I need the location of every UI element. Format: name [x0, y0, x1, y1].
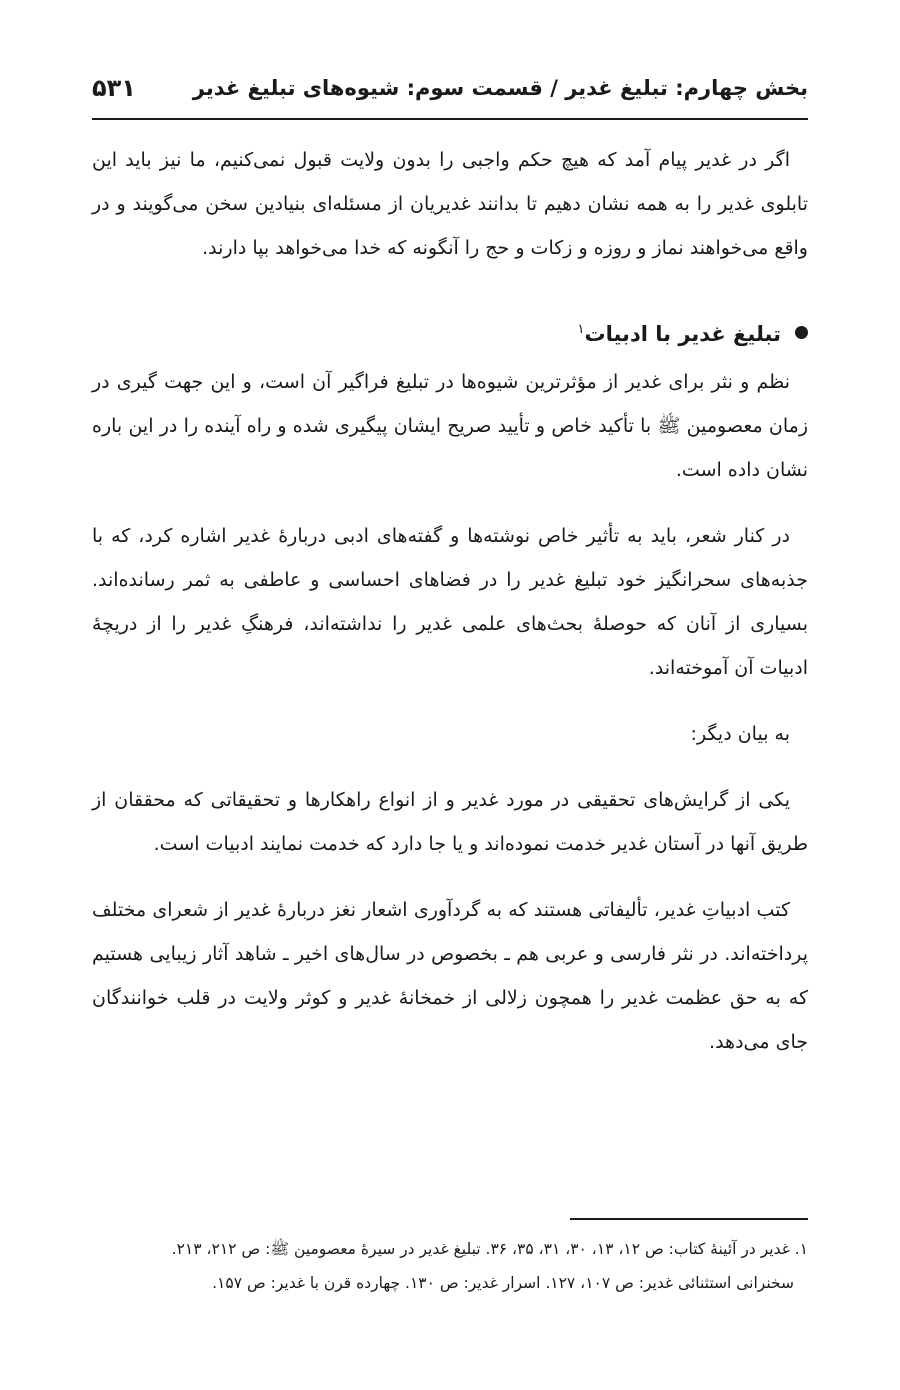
paragraph-6: کتب ادبیاتِ غدیر، تألیفاتی هستند که به گردآوری اشعار نغز دربارهٔ غدیر از شعرای مختلف پرداخته‌اند. در نثر فارسی و عربی هم ـ بخصوص در سال‌های اخیر ـ شاهد آثار زیبایی هستیم که به حق عظمت غدیر را همچون زلالی از خمخانهٔ غدیر و کوثر ولایت در قلب خوانندگان جای می‌دهد. [92, 899, 808, 1053]
footnote-divider [570, 1218, 808, 1220]
section-heading [92, 308, 808, 356]
footnote-marker: ۱ [577, 322, 585, 337]
paragraph-3: در کنار شعر، باید به تأثیر خاص نوشته‌ها و گفته‌های ادبی دربارهٔ غدیر اشاره کرد، که با جذبه‌های سحرانگیز خود تبلیغ غدیر را در فضاهای احساسی و عاطفی به ثمر رسانده‌اند. بسیاری از آنان که حوصلهٔ بحث‌های علمی غدیر را نداشته‌اند، فرهنگِ غدیر را از دریچهٔ ادبیات آن آموخته‌اند. [92, 525, 808, 679]
section-heading-text: تبلیغ غدیر با ادبیات [584, 322, 781, 346]
paragraph-1: اگر در غدیر پیام آمد که هیچ حکم واجبی را بدون ولایت قبول نمی‌کنیم، ما نیز باید این تابلوی غدیر را به همه نشان دهیم تا بدانند غدیریان از مسئله‌ای بنیادین سخن می‌گویند و در واقع می‌خواهند نماز و روزه و زکات و حج را آنگونه که خدا می‌خواهد بپا دارند. [92, 149, 808, 259]
footnote-line-1: ۱. غدیر در آئینهٔ کتاب: ص ۱۲، ۱۳، ۳۰، ۳۱، ۳۵، ۳۶. تبلیغ غدیر در سیرهٔ معصومین ﷺ: ص ۲۱۲، ۲۱۳. [171, 1240, 808, 1258]
paragraph-2: نظم و نثر برای غدیر از مؤثرترین شیوه‌ها در تبلیغ فراگیر آن است، و این جهت گیری در زمان معصومین ﷺ با تأکید خاص و تأیید صریح ایشان پیگیری شده و راه آینده را در این باره نشان داده است. [92, 371, 808, 481]
bullet-icon [795, 326, 808, 339]
main-text [92, 138, 808, 1086]
running-head: بخش چهارم: تبلیغ غدیر / قسمت سوم: شیوه‌های تبلیغ غدیر [192, 76, 808, 100]
page-number: ۵۳۱ [92, 74, 136, 102]
footnote-line-2: سخنرانی استثنائی غدیر: ص ۱۰۷، ۱۲۷. اسرار غدیر: ص ۱۳۰. چهارده قرن با غدیر: ص ۱۵۷. [212, 1274, 794, 1292]
page-header [92, 70, 808, 120]
footnotes [92, 1232, 808, 1300]
paragraph-4: به بیان دیگر: [690, 723, 790, 745]
paragraph-5: یکی از گرایش‌های تحقیقی در مورد غدیر و از انواع راهکارها و تحقیقاتی که محققان از طریق آنها در آستان غدیر خدمت نموده‌اند و یا جا دارد که خدمت نمایند ادبیات است. [92, 789, 808, 855]
